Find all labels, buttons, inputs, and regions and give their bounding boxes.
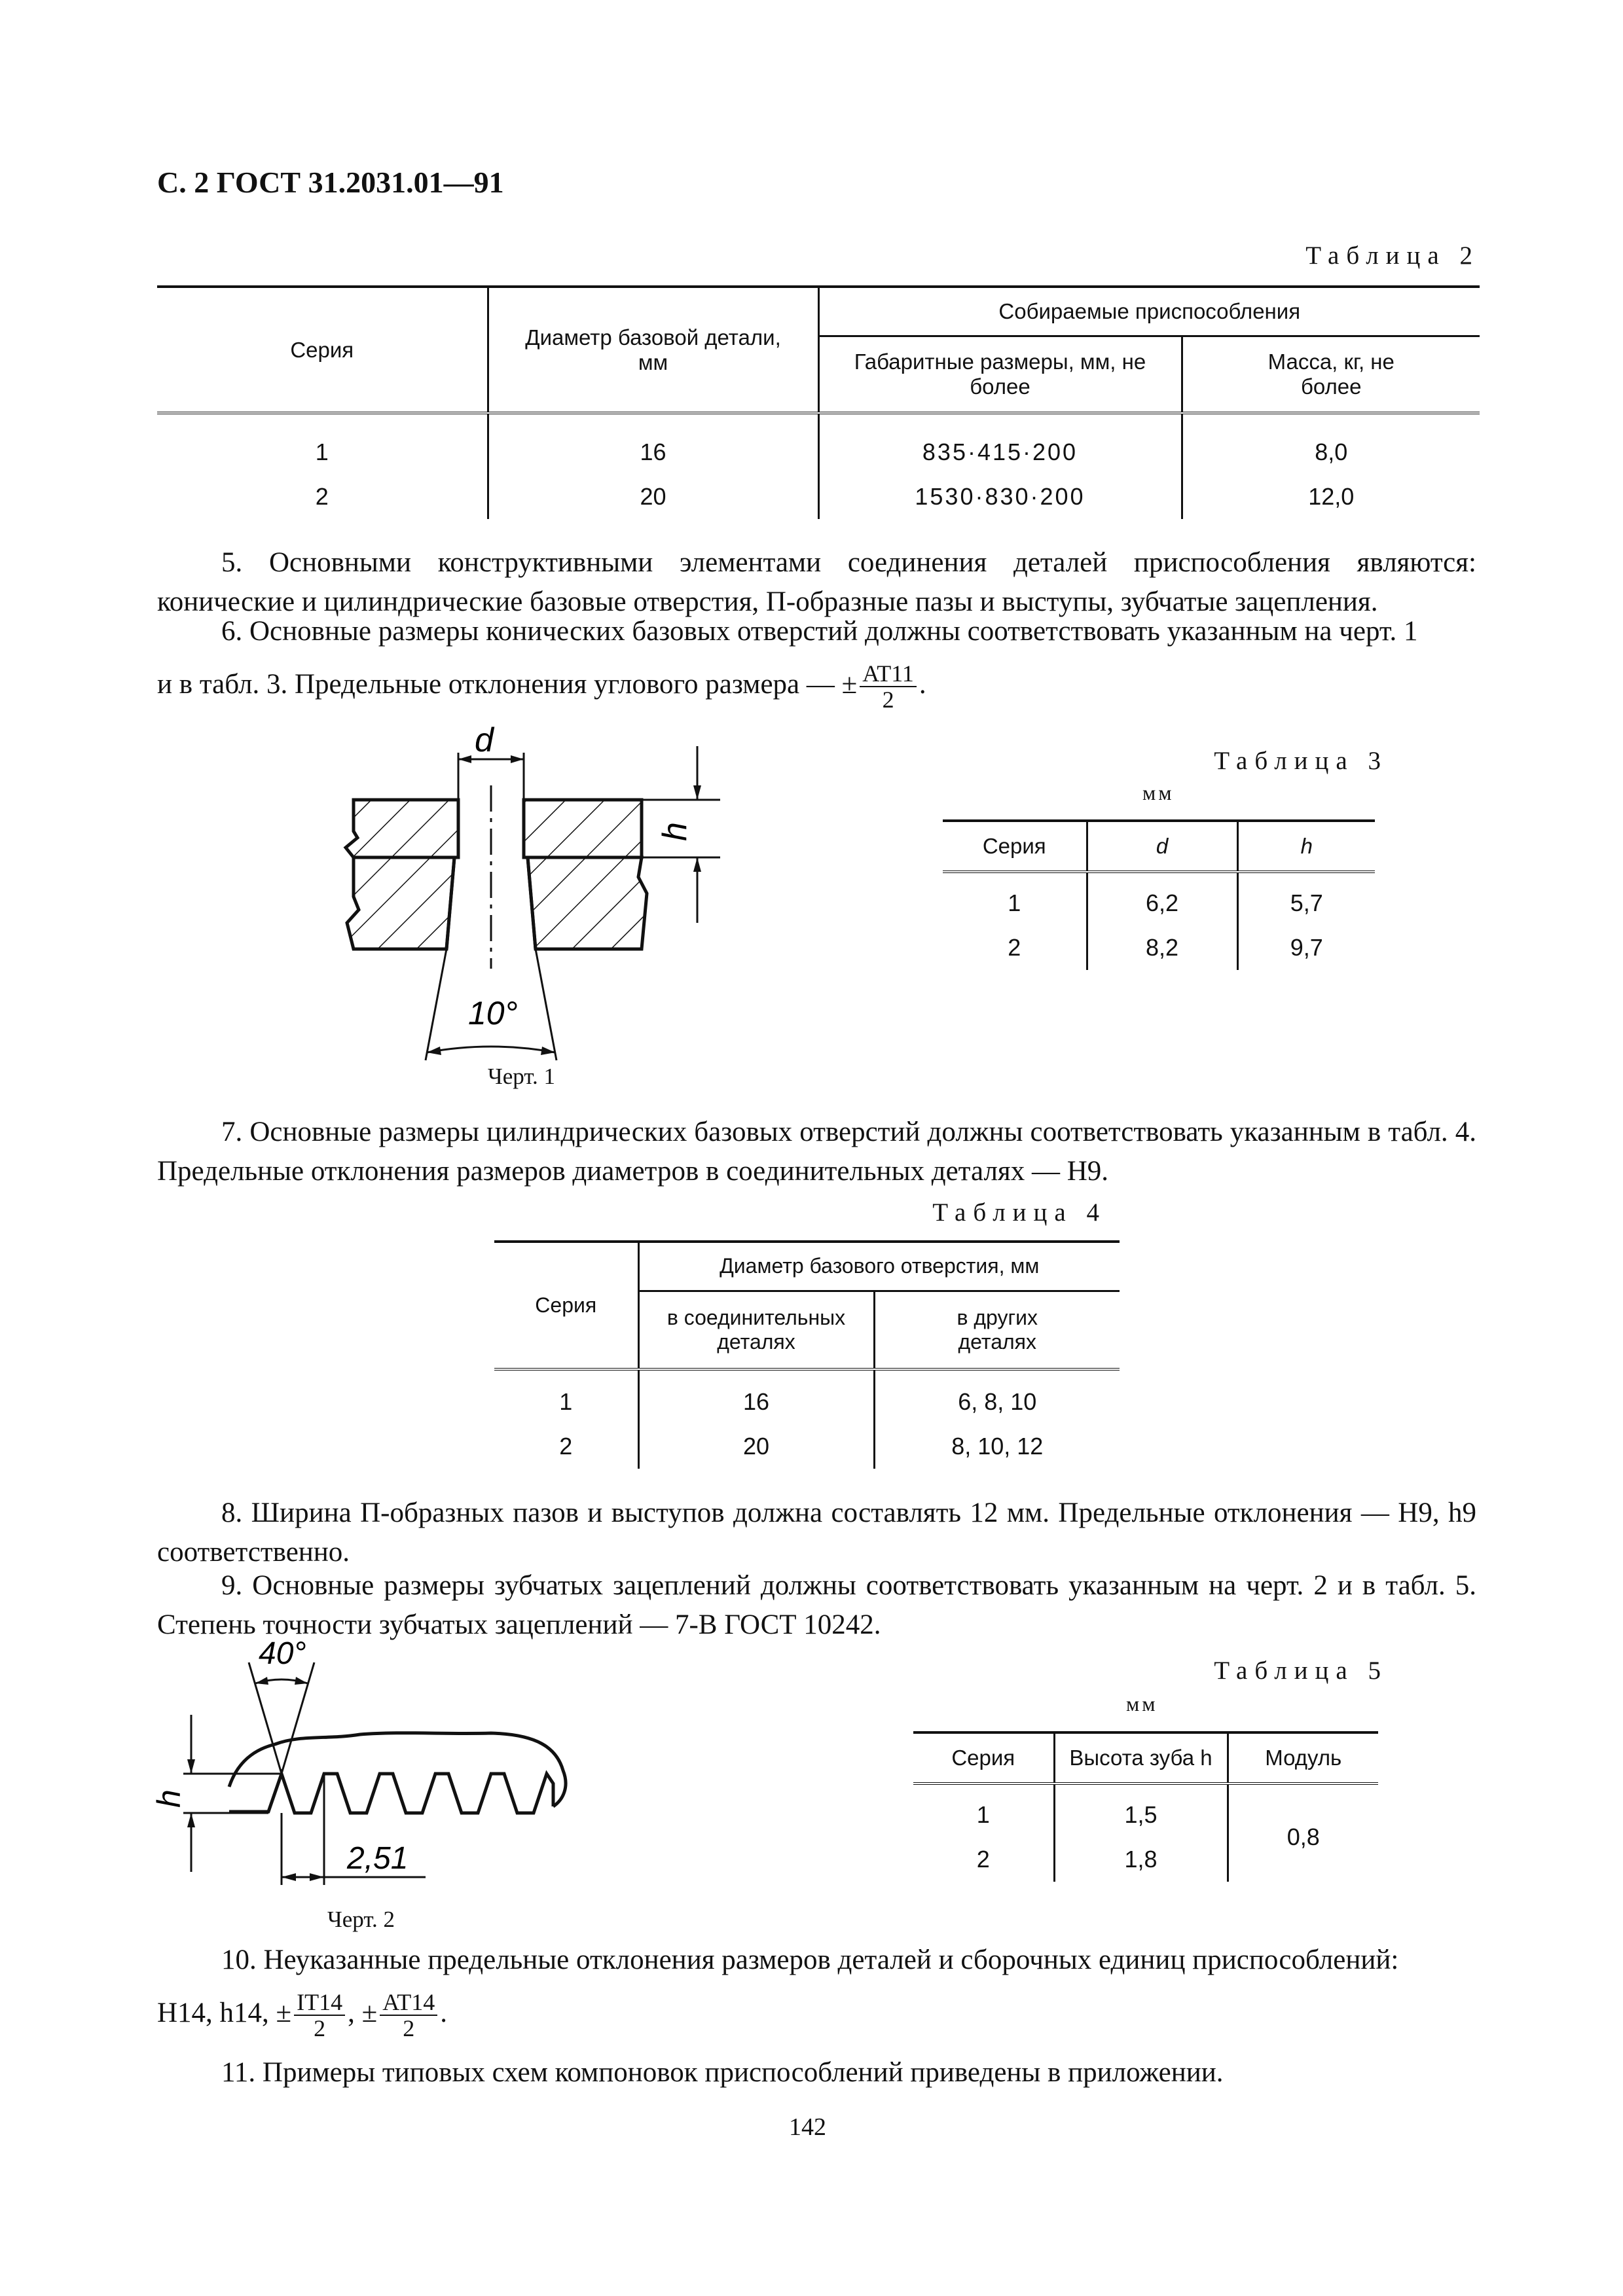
table4-header-group: Диаметр базового отверстия, мм bbox=[638, 1242, 1120, 1291]
upper-plate-right bbox=[524, 800, 642, 857]
fig2-label-h: h bbox=[151, 1789, 187, 1808]
table2 bbox=[157, 285, 1480, 519]
table5-caption: Таблица 5 bbox=[1214, 1657, 1388, 1685]
table5 bbox=[913, 1731, 1378, 1882]
page-number: 142 bbox=[789, 2113, 826, 2141]
upper-plate-left bbox=[346, 800, 458, 857]
table5-header-height: Высота зуба h bbox=[1054, 1732, 1228, 1784]
figure-2-caption: Черт. 2 bbox=[327, 1907, 395, 1932]
paragraph-10: 10. Неуказанные предельные отклонения размеров деталей и сборочных единиц приспособлений: bbox=[221, 1945, 1399, 1975]
table3-caption: Таблица 3 bbox=[1214, 747, 1388, 775]
teeth-profile bbox=[229, 1774, 553, 1813]
table2-row: 2 20 1530·830·200 12,0 bbox=[157, 475, 1480, 519]
table4-row: 1 16 6, 8, 10 bbox=[494, 1380, 1120, 1424]
table2-row: 1 16 835·415·200 8,0 bbox=[157, 430, 1480, 475]
fig2-label-angle: 40° bbox=[259, 1636, 306, 1671]
paragraph-7: 7. Основные размеры цилиндрических базовых отверстий должны соответствовать указанным в табл. 4. Предельные отклонения размеров диаметров в соединительных деталях — H9. bbox=[157, 1117, 1476, 1187]
paragraph-9: 9. Основные размеры зубчатых зацеплений должны соответствовать указанным на черт. 2 и в табл. 5. Степень точности зубчатых зацеплений — 7-B ГОСТ 10242. bbox=[157, 1570, 1476, 1640]
table3-row: 2 8,2 9,7 bbox=[943, 925, 1375, 970]
table2-caption: Таблица 2 bbox=[1305, 242, 1480, 270]
label-d: d bbox=[475, 726, 494, 759]
paragraph-8: 8. Ширина П-образных пазов и выступов должна составлять 12 мм. Предельные отклонения — H9, h9 соответственно. bbox=[157, 1498, 1476, 1568]
tolerance-fraction-it14: $\frac{IT14}{2}$ bbox=[294, 1990, 345, 2041]
table3-header-d: d bbox=[1087, 821, 1237, 872]
table2-header-dims: Габаритные размеры, мм, не более bbox=[818, 336, 1182, 413]
table5-module: 0,8 bbox=[1286, 1823, 1320, 1850]
table4-caption: Таблица 4 bbox=[932, 1198, 1106, 1227]
table2-header-group: Собираемые приспособления bbox=[818, 287, 1480, 336]
table2-header-series: Серия bbox=[157, 287, 488, 413]
figure-1-caption: Черт. 1 bbox=[488, 1064, 555, 1089]
table4-header-series: Серия bbox=[494, 1242, 638, 1369]
figure-2-drawing bbox=[151, 1636, 609, 1911]
table2-header-diameter: Диаметр базовой детали, мм bbox=[488, 287, 818, 413]
paragraph-6-cont: и в табл. 3. Предельные отклонения углового размера — ± $\frac{AT11}{2}$ . bbox=[157, 660, 926, 713]
fig2-label-pitch: 2,51 bbox=[347, 1841, 409, 1876]
page-header: С. 2 ГОСТ 31.2031.01—91 bbox=[157, 166, 504, 199]
tolerance-fraction: $\frac{AT11}{2}$ bbox=[860, 661, 917, 712]
table3-header-series: Серия bbox=[943, 821, 1087, 872]
lower-plate-left bbox=[347, 857, 454, 949]
table4 bbox=[494, 1240, 1120, 1469]
table5-row: 1 1,5 0,8 bbox=[913, 1793, 1378, 1837]
paragraph-10-cont: H14, h14, ± $\frac{IT14}{2}$ , ± $\frac{AT14}{2}$ . bbox=[157, 1989, 447, 2041]
table4-header-other: в других деталях bbox=[874, 1291, 1120, 1369]
table3-units: мм bbox=[1142, 781, 1175, 804]
lower-plate-right bbox=[528, 857, 647, 949]
table4-row: 2 20 8, 10, 12 bbox=[494, 1424, 1120, 1469]
label-angle: 10° bbox=[468, 995, 518, 1031]
table5-units: мм bbox=[1126, 1692, 1158, 1715]
figure-1-drawing bbox=[327, 726, 733, 1093]
table4-header-conn: в соединительных деталях bbox=[638, 1291, 874, 1369]
table5-row: 2 1,8 bbox=[913, 1837, 1378, 1882]
table3 bbox=[943, 819, 1375, 970]
paragraph-5: 5. Основными конструктивными элементами соединения деталей приспособления являются: конические и цилиндрические базовые отверстия, П-образные пазы и выступы, зубчатые зацепления. bbox=[157, 547, 1476, 617]
table3-header-h: h bbox=[1237, 821, 1375, 872]
tolerance-fraction-at14: $\frac{AT14}{2}$ bbox=[380, 1990, 437, 2041]
table5-header-series: Серия bbox=[913, 1732, 1054, 1784]
table3-row: 1 6,2 5,7 bbox=[943, 881, 1375, 925]
paragraph-11: 11. Примеры типовых схем компоновок приспособлений приведены в приложении. bbox=[221, 2057, 1224, 2088]
table2-header-mass: Масса, кг, не более bbox=[1182, 336, 1480, 413]
table5-header-module: Модуль bbox=[1228, 1732, 1378, 1784]
label-h: h bbox=[656, 822, 694, 841]
paragraph-6: 6. Основные размеры конических базовых отверстий должны соответствовать указанным на черт. 1 bbox=[221, 616, 1418, 647]
